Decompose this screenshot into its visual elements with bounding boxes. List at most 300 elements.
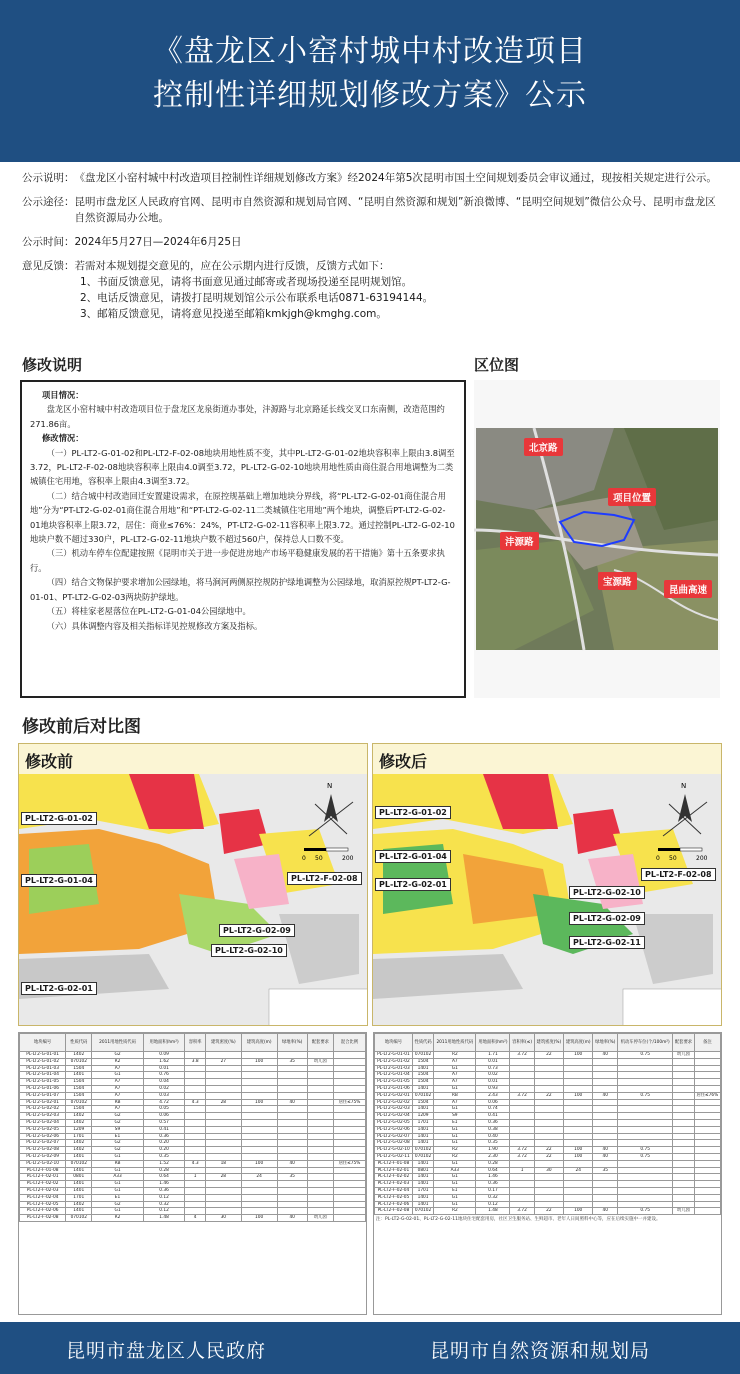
footer-left: 昆明市盘龙区人民政府 bbox=[66, 1340, 267, 1362]
table-cell bbox=[593, 1079, 618, 1086]
table-row bbox=[20, 1085, 366, 1092]
table-cell bbox=[333, 1052, 365, 1059]
table-cell bbox=[510, 1065, 534, 1072]
table-cell: 幼儿园 bbox=[307, 1215, 333, 1222]
table-cell bbox=[205, 1113, 241, 1120]
table-cell bbox=[618, 1058, 673, 1065]
table-cell bbox=[510, 1113, 534, 1120]
table-cell bbox=[534, 1106, 563, 1113]
table-cell bbox=[277, 1085, 307, 1092]
table-cell: A7 bbox=[92, 1065, 143, 1072]
table-cell: 40 bbox=[277, 1099, 307, 1106]
table-cell: 0.38 bbox=[476, 1126, 510, 1133]
table-cell bbox=[307, 1153, 333, 1160]
table-cell bbox=[277, 1092, 307, 1099]
table-cell bbox=[241, 1126, 277, 1133]
feedback-item: 2、电话反馈意见，请拨打昆明规划馆公示公布联系电话0871-63194144。 bbox=[80, 292, 434, 304]
table-cell bbox=[205, 1133, 241, 1140]
feedback-item: 3、邮箱反馈意见，请将意见投递至邮箱kmkjgh@kmghg.com。 bbox=[80, 308, 387, 320]
table-cell: 0.01 bbox=[476, 1058, 510, 1065]
table-cell bbox=[241, 1079, 277, 1086]
table-cell: RB bbox=[434, 1092, 476, 1099]
table-cell: G1 bbox=[434, 1106, 476, 1113]
header-banner bbox=[0, 0, 740, 162]
table-cell bbox=[618, 1106, 673, 1113]
table-cell: 3.72 bbox=[510, 1052, 534, 1059]
table-cell: PL-LT2-G-02-04 bbox=[375, 1113, 413, 1120]
table-cell: G1 bbox=[434, 1126, 476, 1133]
table-cell bbox=[205, 1106, 241, 1113]
table-cell bbox=[534, 1072, 563, 1079]
table-cell: PL-LT2-F-01-08 bbox=[375, 1160, 413, 1167]
tag-kunqu-highway: 昆曲高速 bbox=[664, 580, 712, 598]
table-cell: PL-LT2-G-01-04 bbox=[375, 1072, 413, 1079]
table-cell bbox=[593, 1133, 618, 1140]
table-cell bbox=[333, 1072, 365, 1079]
table-cell: A7 bbox=[434, 1058, 476, 1065]
table-cell bbox=[333, 1167, 365, 1174]
table-cell bbox=[694, 1085, 720, 1092]
table-cell bbox=[205, 1079, 241, 1086]
table-cell bbox=[534, 1187, 563, 1194]
desc-heading-changes: 修改情况： bbox=[42, 433, 84, 444]
notice-block bbox=[22, 170, 722, 322]
table-cell: 0.02 bbox=[476, 1072, 510, 1079]
desc-paragraph: 盘龙区小窑村城中村改造项目位于盘龙区龙泉街道办事处，沣源路与北京路延长线交叉口东南侧，改造范围约271.86亩。 bbox=[30, 404, 445, 429]
table-cell: A33 bbox=[434, 1167, 476, 1174]
table-cell bbox=[593, 1140, 618, 1147]
table-cell bbox=[307, 1106, 333, 1113]
table-cell bbox=[618, 1072, 673, 1079]
table-cell: 0.75 bbox=[618, 1208, 673, 1215]
table-cell bbox=[185, 1194, 206, 1201]
table-cell: 100 bbox=[241, 1160, 277, 1167]
table-cell: 0.06 bbox=[143, 1113, 185, 1120]
table-cell: PL-LT2-F-02-01 bbox=[20, 1174, 66, 1181]
table-row bbox=[375, 1126, 721, 1133]
table-row bbox=[375, 1106, 721, 1113]
table-cell bbox=[564, 1126, 593, 1133]
table-cell bbox=[618, 1133, 673, 1140]
table-cell: 0.73 bbox=[476, 1065, 510, 1072]
table-cell: 1 bbox=[185, 1174, 206, 1181]
table-cell: 0.17 bbox=[476, 1187, 510, 1194]
table-cell: PL-LT2-F-02-08 bbox=[375, 1208, 413, 1215]
table-cell: PL-LT2-F-02-04 bbox=[375, 1187, 413, 1194]
table-cell bbox=[593, 1160, 618, 1167]
table-cell: G1 bbox=[92, 1167, 143, 1174]
table-cell bbox=[205, 1092, 241, 1099]
table-cell: G1 bbox=[434, 1201, 476, 1208]
table-cell bbox=[673, 1187, 694, 1194]
table-cell: PL-LT2-G-02-01 bbox=[375, 1092, 413, 1099]
table-cell: A7 bbox=[434, 1079, 476, 1086]
table-cell: G1 bbox=[434, 1133, 476, 1140]
table-cell bbox=[510, 1194, 534, 1201]
table-cell bbox=[185, 1181, 206, 1188]
table-cell bbox=[673, 1058, 694, 1065]
table-cell: 28 bbox=[205, 1174, 241, 1181]
table-cell bbox=[673, 1092, 694, 1099]
table-cell bbox=[241, 1140, 277, 1147]
table-cell bbox=[618, 1181, 673, 1188]
table-header-cell: 2011用地性质代码 bbox=[434, 1034, 476, 1052]
table-cell: 0.40 bbox=[476, 1133, 510, 1140]
table-cell: 0.64 bbox=[143, 1174, 185, 1181]
table-cell: 100 bbox=[564, 1092, 593, 1099]
table-cell: 0.57 bbox=[143, 1119, 185, 1126]
table-cell: A7 bbox=[92, 1085, 143, 1092]
table-cell: 0.36 bbox=[143, 1187, 185, 1194]
table-cell: 1701 bbox=[412, 1119, 433, 1126]
table-cell: 0801 bbox=[66, 1174, 92, 1181]
table-cell: 1401 bbox=[412, 1181, 433, 1188]
table-cell: PL-LT2-F-02-05 bbox=[375, 1194, 413, 1201]
table-cell bbox=[564, 1065, 593, 1072]
table-cell bbox=[241, 1208, 277, 1215]
table-cell bbox=[564, 1174, 593, 1181]
table-cell: 4.72 bbox=[143, 1099, 185, 1106]
table-row bbox=[20, 1106, 366, 1113]
table-cell bbox=[277, 1187, 307, 1194]
parcel-label: PL-LT2-G-02-10 bbox=[211, 944, 287, 957]
table-cell: 1.62 bbox=[143, 1058, 185, 1065]
tag-beijing-road: 北京路 bbox=[524, 438, 563, 456]
parcel-label: PL-LT2-G-02-11 bbox=[569, 936, 645, 949]
table-cell: R2 bbox=[92, 1058, 143, 1065]
table-cell: PL-LT2-G-01-05 bbox=[20, 1079, 66, 1086]
table-cell bbox=[694, 1167, 720, 1174]
table-cell: PL-LT2-G-02-06 bbox=[375, 1126, 413, 1133]
table-cell bbox=[185, 1106, 206, 1113]
table-cell bbox=[618, 1113, 673, 1120]
table-cell: G1 bbox=[92, 1181, 143, 1188]
table-cell bbox=[185, 1079, 206, 1086]
indicator-tables bbox=[18, 1032, 722, 1315]
table-row bbox=[20, 1153, 366, 1160]
table-cell bbox=[185, 1201, 206, 1208]
table-cell: G2 bbox=[92, 1052, 143, 1059]
table-cell bbox=[307, 1085, 333, 1092]
footer-banner bbox=[0, 1322, 740, 1374]
table-row bbox=[20, 1174, 366, 1181]
table-cell bbox=[618, 1079, 673, 1086]
table-cell bbox=[673, 1072, 694, 1079]
table-cell bbox=[205, 1201, 241, 1208]
table-cell bbox=[510, 1085, 534, 1092]
table-cell bbox=[694, 1079, 720, 1086]
table-cell bbox=[534, 1140, 563, 1147]
table-cell: PL-LT2-F-02-06 bbox=[20, 1208, 66, 1215]
table-row bbox=[375, 1065, 721, 1072]
table-cell: A7 bbox=[434, 1099, 476, 1106]
notice-time: 2024年5月27日—2024年6月25日 bbox=[74, 236, 242, 248]
table-cell: 18 bbox=[205, 1160, 241, 1167]
table-cell: 35 bbox=[277, 1174, 307, 1181]
notice-feedback-intro: 若需对本规划提交意见的，应在公示期内进行反馈，反馈方式如下： bbox=[74, 260, 390, 272]
table-cell: G2 bbox=[92, 1119, 143, 1126]
table-row bbox=[375, 1072, 721, 1079]
table-cell: 40 bbox=[593, 1153, 618, 1160]
table-cell bbox=[694, 1113, 720, 1120]
table-cell: PL-LT2-G-02-07 bbox=[375, 1133, 413, 1140]
table-cell bbox=[185, 1153, 206, 1160]
table-cell bbox=[307, 1113, 333, 1120]
table-cell bbox=[510, 1160, 534, 1167]
table-cell bbox=[510, 1119, 534, 1126]
table-cell: 居住≤75% bbox=[333, 1160, 365, 1167]
table-cell: 1401 bbox=[412, 1160, 433, 1167]
table-cell bbox=[510, 1140, 534, 1147]
table-header-cell: 机动车停车位(个/100m²) bbox=[618, 1034, 673, 1052]
table-cell bbox=[333, 1106, 365, 1113]
table-header-cell: 绿地率(%) bbox=[277, 1034, 307, 1052]
table-cell bbox=[534, 1126, 563, 1133]
table-cell: 幼儿园 bbox=[307, 1058, 333, 1065]
table-cell: 27 bbox=[205, 1058, 241, 1065]
table-cell: 1504 bbox=[412, 1058, 433, 1065]
table-cell: 0.06 bbox=[476, 1099, 510, 1106]
table-cell: 0.12 bbox=[143, 1194, 185, 1201]
table-cell: 1.71 bbox=[476, 1052, 510, 1059]
table-cell: 1504 bbox=[412, 1079, 433, 1086]
table-cell: 100 bbox=[241, 1058, 277, 1065]
table-cell: 1402 bbox=[66, 1147, 92, 1154]
table-cell bbox=[307, 1187, 333, 1194]
table-row bbox=[375, 1153, 721, 1160]
table-cell: 070102 bbox=[412, 1052, 433, 1059]
table-header-cell: 性质代码 bbox=[66, 1034, 92, 1052]
table-cell: PL-LT2-G-01-03 bbox=[20, 1065, 66, 1072]
table-cell: PL-LT2-G-02-10 bbox=[375, 1147, 413, 1154]
table-cell: PL-LT2-G-02-05 bbox=[375, 1119, 413, 1126]
table-row bbox=[375, 1085, 721, 1092]
table-row bbox=[20, 1194, 366, 1201]
table-cell bbox=[333, 1181, 365, 1188]
table-cell: A7 bbox=[92, 1106, 143, 1113]
table-row bbox=[375, 1187, 721, 1194]
table-cell bbox=[277, 1201, 307, 1208]
table-cell bbox=[534, 1085, 563, 1092]
table-cell bbox=[307, 1194, 333, 1201]
table-cell bbox=[534, 1194, 563, 1201]
map-legend bbox=[623, 989, 722, 1026]
table-cell: PL-LT2-F-01-08 bbox=[20, 1167, 66, 1174]
notice-route: 昆明市盘龙区人民政府官网、昆明市自然资源和规划局官网、“昆明自然资源和规划”新浪微博、“昆明空间规划”微信公众号、昆明市盘龙区自然资源局办公地。 bbox=[74, 196, 716, 224]
table-cell bbox=[185, 1140, 206, 1147]
table-row bbox=[20, 1147, 366, 1154]
table-cell: 40 bbox=[593, 1092, 618, 1099]
table-cell: 0.28 bbox=[476, 1160, 510, 1167]
table-cell bbox=[618, 1201, 673, 1208]
table-cell bbox=[205, 1167, 241, 1174]
table-cell: G2 bbox=[92, 1201, 143, 1208]
table-cell: 22 bbox=[534, 1092, 563, 1099]
table-cell: 1504 bbox=[66, 1085, 92, 1092]
table-cell bbox=[333, 1194, 365, 1201]
table-cell bbox=[564, 1201, 593, 1208]
table-cell: 1401 bbox=[66, 1187, 92, 1194]
parcel-label: PL-LT2-G-02-01 bbox=[375, 878, 451, 891]
table-cell bbox=[205, 1126, 241, 1133]
comparison-maps bbox=[18, 743, 722, 1026]
table-cell: 100 bbox=[564, 1208, 593, 1215]
table-cell bbox=[307, 1201, 333, 1208]
table-cell: 0.75 bbox=[618, 1147, 673, 1154]
table-cell bbox=[333, 1058, 365, 1065]
table-cell: 1401 bbox=[66, 1153, 92, 1160]
table-cell: G2 bbox=[92, 1113, 143, 1120]
table-cell: G1 bbox=[92, 1208, 143, 1215]
table-cell: PL-LT2-G-02-06 bbox=[20, 1133, 66, 1140]
table-cell bbox=[673, 1201, 694, 1208]
table-cell bbox=[277, 1181, 307, 1188]
table-cell bbox=[534, 1181, 563, 1188]
table-cell: 1504 bbox=[66, 1079, 92, 1086]
table-cell bbox=[673, 1126, 694, 1133]
notice-route-label: 公示途径： bbox=[22, 196, 75, 208]
table-cell bbox=[694, 1052, 720, 1059]
table-cell: PL-LT2-G-01-02 bbox=[20, 1058, 66, 1065]
table-cell bbox=[564, 1160, 593, 1167]
table-cell: PL-LT2-G-01-06 bbox=[20, 1085, 66, 1092]
table-cell bbox=[333, 1065, 365, 1072]
table-cell bbox=[534, 1079, 563, 1086]
table-cell bbox=[185, 1167, 206, 1174]
table-cell bbox=[564, 1072, 593, 1079]
table-cell: 1401 bbox=[66, 1181, 92, 1188]
table-cell bbox=[307, 1079, 333, 1086]
table-cell: 22 bbox=[534, 1147, 563, 1154]
table-row bbox=[20, 1140, 366, 1147]
table-cell bbox=[277, 1106, 307, 1113]
table-cell: 1402 bbox=[66, 1201, 92, 1208]
table-cell: G2 bbox=[92, 1140, 143, 1147]
table-cell bbox=[185, 1208, 206, 1215]
table-cell bbox=[534, 1058, 563, 1065]
table-cell: G1 bbox=[434, 1140, 476, 1147]
table-cell: 1.46 bbox=[476, 1174, 510, 1181]
table-cell bbox=[241, 1181, 277, 1188]
table-cell bbox=[534, 1133, 563, 1140]
table-cell: PL-LT2-G-02-01 bbox=[20, 1099, 66, 1106]
table-cell: 幼儿园 bbox=[673, 1052, 694, 1059]
table-cell: 1701 bbox=[66, 1133, 92, 1140]
table-header-cell: 建筑密度(%) bbox=[205, 1034, 241, 1052]
table-cell: 0.36 bbox=[143, 1133, 185, 1140]
table-header-cell: 容积率 bbox=[185, 1034, 206, 1052]
table-cell bbox=[185, 1052, 206, 1059]
table-cell: 070102 bbox=[66, 1215, 92, 1222]
table-cell bbox=[277, 1208, 307, 1215]
table-row bbox=[20, 1065, 366, 1072]
table-cell: 0.75 bbox=[618, 1052, 673, 1059]
table-cell bbox=[277, 1079, 307, 1086]
table-row bbox=[20, 1126, 366, 1133]
table-cell bbox=[307, 1133, 333, 1140]
table-cell bbox=[673, 1160, 694, 1167]
table-cell bbox=[694, 1194, 720, 1201]
parcel-label: PL-LT2-F-02-08 bbox=[287, 872, 362, 885]
table-cell: PL-LT2-G-01-03 bbox=[375, 1065, 413, 1072]
table-cell bbox=[205, 1065, 241, 1072]
table-cell bbox=[205, 1085, 241, 1092]
table-cell bbox=[564, 1085, 593, 1092]
table-cell: G1 bbox=[92, 1187, 143, 1194]
table-cell bbox=[333, 1085, 365, 1092]
table-cell: 35 bbox=[277, 1058, 307, 1065]
table-cell: PL-LT2-F-02-02 bbox=[375, 1174, 413, 1181]
table-cell: 1401 bbox=[412, 1174, 433, 1181]
scale-200: 200 bbox=[342, 855, 354, 862]
table-row bbox=[20, 1072, 366, 1079]
table-cell: 0.04 bbox=[143, 1079, 185, 1086]
table-cell: PL-LT2-G-01-06 bbox=[375, 1085, 413, 1092]
table-cell bbox=[673, 1181, 694, 1188]
table-cell bbox=[205, 1140, 241, 1147]
table-cell bbox=[534, 1099, 563, 1106]
table-cell: PL-LT2-G-01-01 bbox=[375, 1052, 413, 1059]
modification-description bbox=[20, 380, 466, 698]
table-cell bbox=[277, 1052, 307, 1059]
table-row bbox=[20, 1208, 366, 1215]
table-cell bbox=[307, 1065, 333, 1072]
parcel-label: PL-LT2-G-02-01 bbox=[21, 982, 97, 995]
table-cell bbox=[618, 1160, 673, 1167]
table-cell: PL-LT2-F-02-06 bbox=[375, 1201, 413, 1208]
table-cell: 070102 bbox=[412, 1153, 433, 1160]
table-row bbox=[20, 1058, 366, 1065]
section-title-compare: 修改前后对比图 bbox=[22, 717, 141, 737]
table-cell bbox=[564, 1113, 593, 1120]
table-cell bbox=[564, 1133, 593, 1140]
table-cell bbox=[307, 1140, 333, 1147]
table-cell bbox=[333, 1153, 365, 1160]
table-cell bbox=[333, 1079, 365, 1086]
table-cell bbox=[307, 1181, 333, 1188]
table-cell bbox=[333, 1215, 365, 1222]
table-cell: 0.35 bbox=[476, 1140, 510, 1147]
table-cell bbox=[277, 1140, 307, 1147]
table-row bbox=[375, 1092, 721, 1099]
table-cell: G1 bbox=[434, 1181, 476, 1188]
table-cell bbox=[185, 1092, 206, 1099]
table-cell bbox=[694, 1133, 720, 1140]
table-cell: PL-LT2-F-02-04 bbox=[20, 1194, 66, 1201]
notice-feedback-label: 意见反馈： bbox=[22, 260, 75, 272]
table-cell: 0.02 bbox=[143, 1085, 185, 1092]
table-cell bbox=[510, 1072, 534, 1079]
table-cell: PL-LT2-G-02-03 bbox=[375, 1106, 413, 1113]
table-header-cell: 容积率(≤) bbox=[510, 1034, 534, 1052]
after-title: 修改后 bbox=[373, 744, 721, 774]
section-title-desc: 修改说明 bbox=[22, 356, 83, 374]
title-line-1: 《盘龙区小窑村城中村改造项目 bbox=[153, 34, 587, 69]
table-cell bbox=[510, 1058, 534, 1065]
table-cell bbox=[673, 1147, 694, 1154]
table-cell: 0.74 bbox=[476, 1106, 510, 1113]
table-cell bbox=[307, 1119, 333, 1126]
table-cell: 100 bbox=[241, 1215, 277, 1222]
table-cell bbox=[185, 1187, 206, 1194]
table-cell bbox=[618, 1126, 673, 1133]
table-cell: 0.01 bbox=[476, 1079, 510, 1086]
table-cell: 28 bbox=[205, 1099, 241, 1106]
table-cell bbox=[673, 1119, 694, 1126]
table-cell bbox=[277, 1147, 307, 1154]
table-cell bbox=[333, 1208, 365, 1215]
table-row bbox=[20, 1079, 366, 1086]
